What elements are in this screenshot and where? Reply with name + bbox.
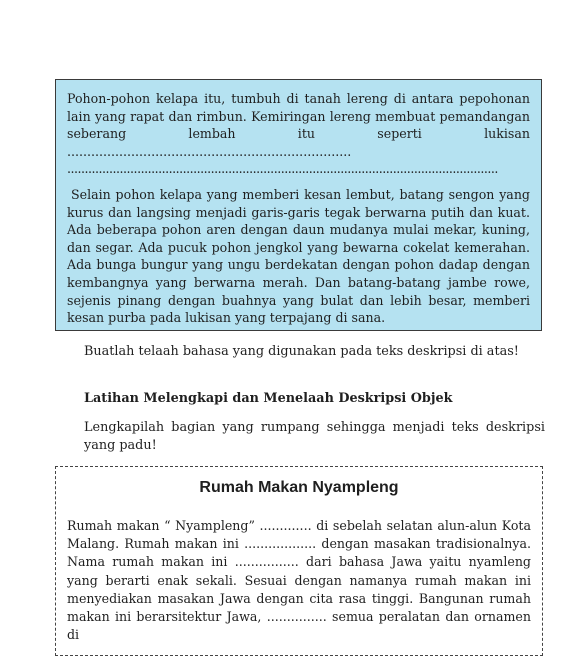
excerpt-paragraph-1-text: Pohon-pohon kelapa itu, tumbuh di tanah lereng di antara pepohonan lain yang rapat dan rimbun. Kemiringan lereng membuat pemandangan seberang lembah itu seperti lukisan .......................................................................	[67, 91, 530, 159]
excerpt-box	[55, 79, 542, 331]
exercise-box	[55, 466, 543, 656]
excerpt-paragraph-2: Selain pohon kelapa yang memberi kesan lembut, batang sengon yang kurus dan langsing menjadi garis-garis tegak berwarna putih dan kuat. Ada beberapa pohon aren dengan daun mudanya mulai mekar, kuning, dan segar. Ada pucuk pohon jengkol yang bewarna cokelat kemerahan. Ada bunga bungur yang ungu berdekatan dengan pohon dadap dengan kembangnya yang berwarna merah. Dan batang-batang jambe rowe, sejenis pinang dengan buahnya yang bulat dan lebih besar, memberi kesan purba pada lukisan yang terpajang di sana.	[67, 186, 530, 326]
task-text: Lengkapilah bagian yang rumpang sehingga menjadi teks deskripsi yang padu!	[84, 420, 545, 453]
section-heading: Latihan Melengkapi dan Menelaah Deskripsi Objek	[84, 391, 453, 406]
excerpt-blank-line: ...........................................................................................................................	[67, 161, 498, 177]
instruction-text: Buatlah telaah bahasa yang digunakan pada teks deskripsi di atas!	[84, 344, 519, 359]
exercise-body: Rumah makan “ Nyampleng” ............. di sebelah selatan alun-alun Kota Malang. Rumah makan ini .................. dengan masakan tradisionalnya. Nama rumah makan ini ................ dari bahasa Jawa yaitu nyamleng yang berarti enak sekali. Sesuai dengan namanya rumah makan ini menyediakan masakan Jawa dengan cita rasa tinggi. Bangunan rumah makan ini berarsitektur Jawa, ............... semua peralatan dan ornamen di	[67, 518, 531, 643]
excerpt-paragraph-1	[67, 90, 530, 178]
exercise-title: Rumah Makan Nyampleng	[199, 479, 399, 496]
